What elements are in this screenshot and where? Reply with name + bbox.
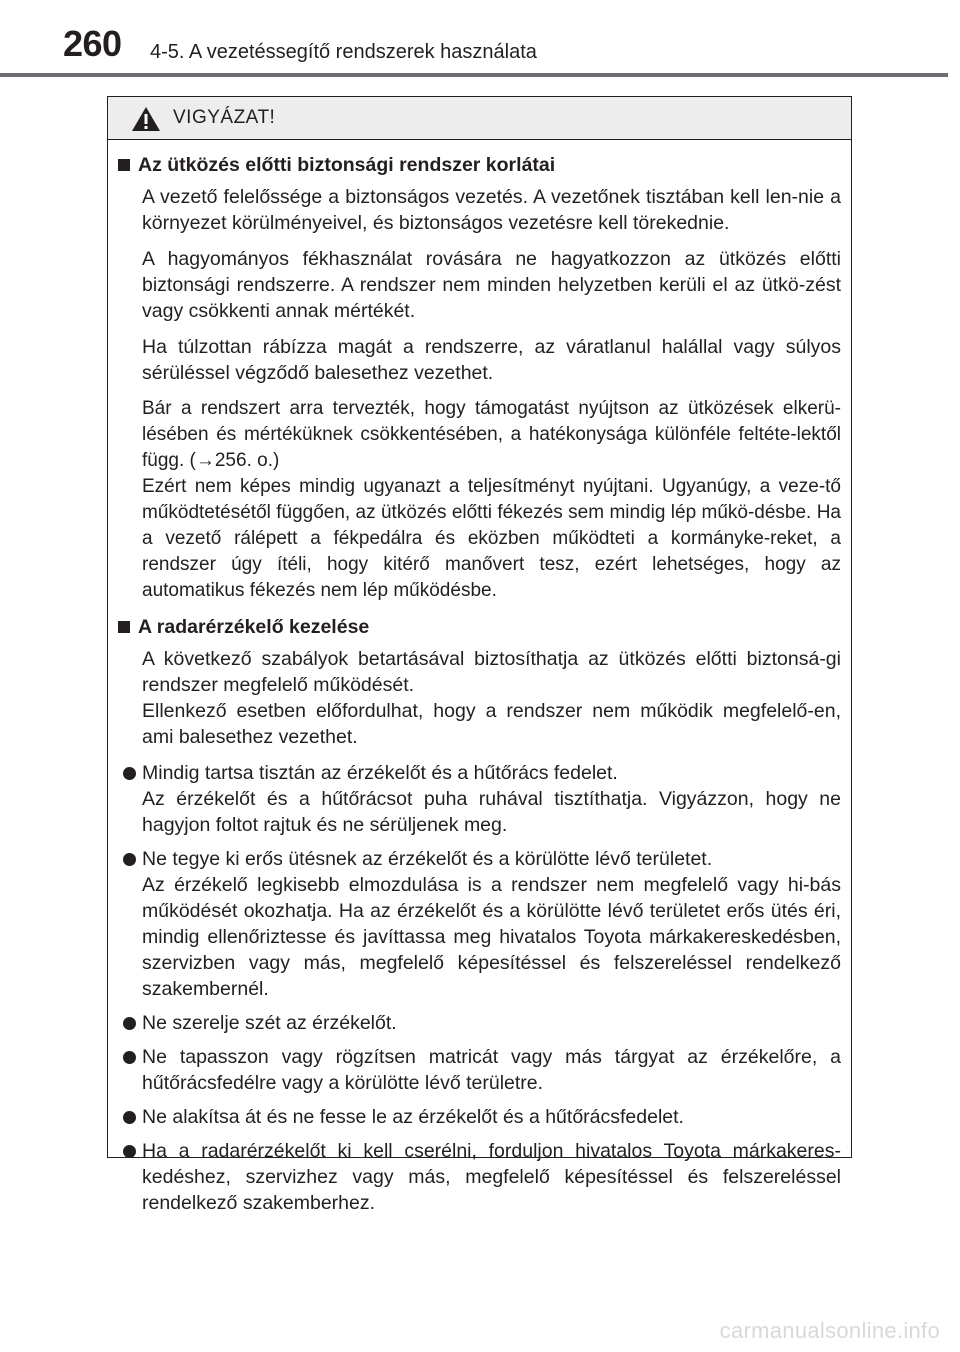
square-bullet-icon: [118, 621, 130, 633]
list-item-text: [142, 760, 841, 838]
subheading-text: A radarérzékelő kezelése: [138, 616, 370, 638]
square-bullet-icon: [118, 159, 130, 171]
list-item-detail: Az érzékelő legkisebb elmozdulása is a rendszer nem megfelelő vagy hi-bás működését okozhatja. Ha az érzékelőt és a körülötte lévő területet erős ütés éri, mindig ellenőriztesse és javíttassa meg hivatalos Toyota márkakereskedésben, szervizben vagy más, megfelelő képesítéssel és felszereléssel rendelkező szakembernél.: [142, 874, 841, 1000]
paragraph-line: Ezért nem képes mindig ugyanazt a teljesítményt nyújtani. Ugyanúgy, a veze-tő működtetésétől függően, az ütközés előtti fékezés sem mindig lép műkö-désbe. Ha a vezető rálépett a fékpedálra és eközben működteti a kormányke-reket, a rendszer úgy ítéli, hogy kitérő manővert tesz, ezért lehetséges, hogy az automatikus fékezés nem lép működésbe.: [142, 476, 841, 601]
warning-body: [108, 140, 851, 1216]
list-item-text: Ne szerelje szét az érzékelőt.: [142, 1012, 397, 1034]
list-item-detail: Az érzékelőt és a hűtőrácsot puha ruhával tisztíthatja. Vigyázzon, hogy ne hagyjon foltot rajtuk és ne sérüljenek meg.: [142, 788, 841, 836]
paragraph: [142, 396, 841, 604]
warning-triangle-icon: [131, 106, 161, 132]
paragraph-line: A következő szabályok betartásával biztosíthatja az ütközés előtti biztonsá-gi rendszer megfelelő működését.: [142, 648, 841, 696]
header-rule: [0, 73, 948, 77]
list-item: [123, 1104, 841, 1130]
list-item-text: Ha a radarérzékelőt ki kell cserélni, forduljon hivatalos Toyota márkakeres-kedéshez, szervizhez vagy más, megfelelő képesítéssel és felszereléssel rendelkező szakemberhez.: [142, 1140, 841, 1214]
subheading-radar: [118, 614, 841, 640]
bullet-dot-icon: [123, 767, 136, 780]
list-item: [123, 1138, 841, 1216]
bullet-dot-icon: [123, 1111, 136, 1124]
list-item-text: Ne alakítsa át és ne fesse le az érzékelőt és a hűtőrácsfedelet.: [142, 1106, 684, 1128]
bullet-dot-icon: [123, 1051, 136, 1064]
list-item-main: Mindig tartsa tisztán az érzékelőt és a hűtőrács fedelet.: [142, 762, 618, 784]
paragraph: Ha túlzottan rábízza magát a rendszerre, az váratlanul halállal vagy súlyos sérüléssel végződő balesethez vezethet.: [142, 336, 841, 384]
bullet-dot-icon: [123, 1145, 136, 1158]
page-number: 260: [63, 23, 122, 64]
warning-title: VIGYÁZAT!: [173, 107, 276, 128]
paragraph: A hagyományos fékhasználat rovására ne hagyatkozzon az ütközés előtti biztonsági rendszerre. A rendszer nem minden helyzetben kerüli el az ütkö-zést vagy csökkenti annak mértékét.: [142, 248, 841, 322]
watermark: carmanualsonline.info: [719, 1318, 940, 1343]
subheading-text: Az ütközés előtti biztonsági rendszer korlátai: [138, 154, 556, 176]
paragraph-line: Ellenkező esetben előfordulhat, hogy a rendszer nem működik megfelelő-en, ami balesethez vezethet.: [142, 700, 841, 748]
warning-header: [108, 97, 851, 140]
subheading-limitations: [118, 152, 841, 178]
list-item: [123, 1010, 841, 1036]
section-title: 4-5. A vezetéssegítő rendszerek használata: [150, 41, 537, 63]
bullet-list: [118, 760, 841, 1216]
list-item: [123, 1044, 841, 1096]
list-item: [123, 846, 841, 1002]
paragraph: A vezető felelőssége a biztonságos vezetés. A vezetőnek tisztában kell len-nie a környezet körülményeivel, és biztonságos vezetésre kell törekednie.: [142, 186, 841, 234]
list-item-main: Ne tegye ki erős ütésnek az érzékelőt és a körülötte lévő területet.: [142, 848, 713, 870]
list-item: [123, 760, 841, 838]
bullet-dot-icon: [123, 853, 136, 866]
list-item-text: Ne tapasszon vagy rögzítsen matricát vagy más tárgyat az érzékelőre, a hűtőrácsfedélre vagy a körülötte lévő területre.: [142, 1046, 841, 1094]
warning-box: [107, 96, 852, 1214]
paragraph: [142, 646, 841, 750]
list-item-text: [142, 846, 841, 1002]
paragraph-line: Bár a rendszert arra tervezték, hogy támogatást nyújtson az ütközések elkerü-lésében és mértéküknek csökkentésében, a hatékonysága különféle feltéte-lektől függ. (→256. o.): [142, 398, 841, 471]
bullet-dot-icon: [123, 1017, 136, 1030]
